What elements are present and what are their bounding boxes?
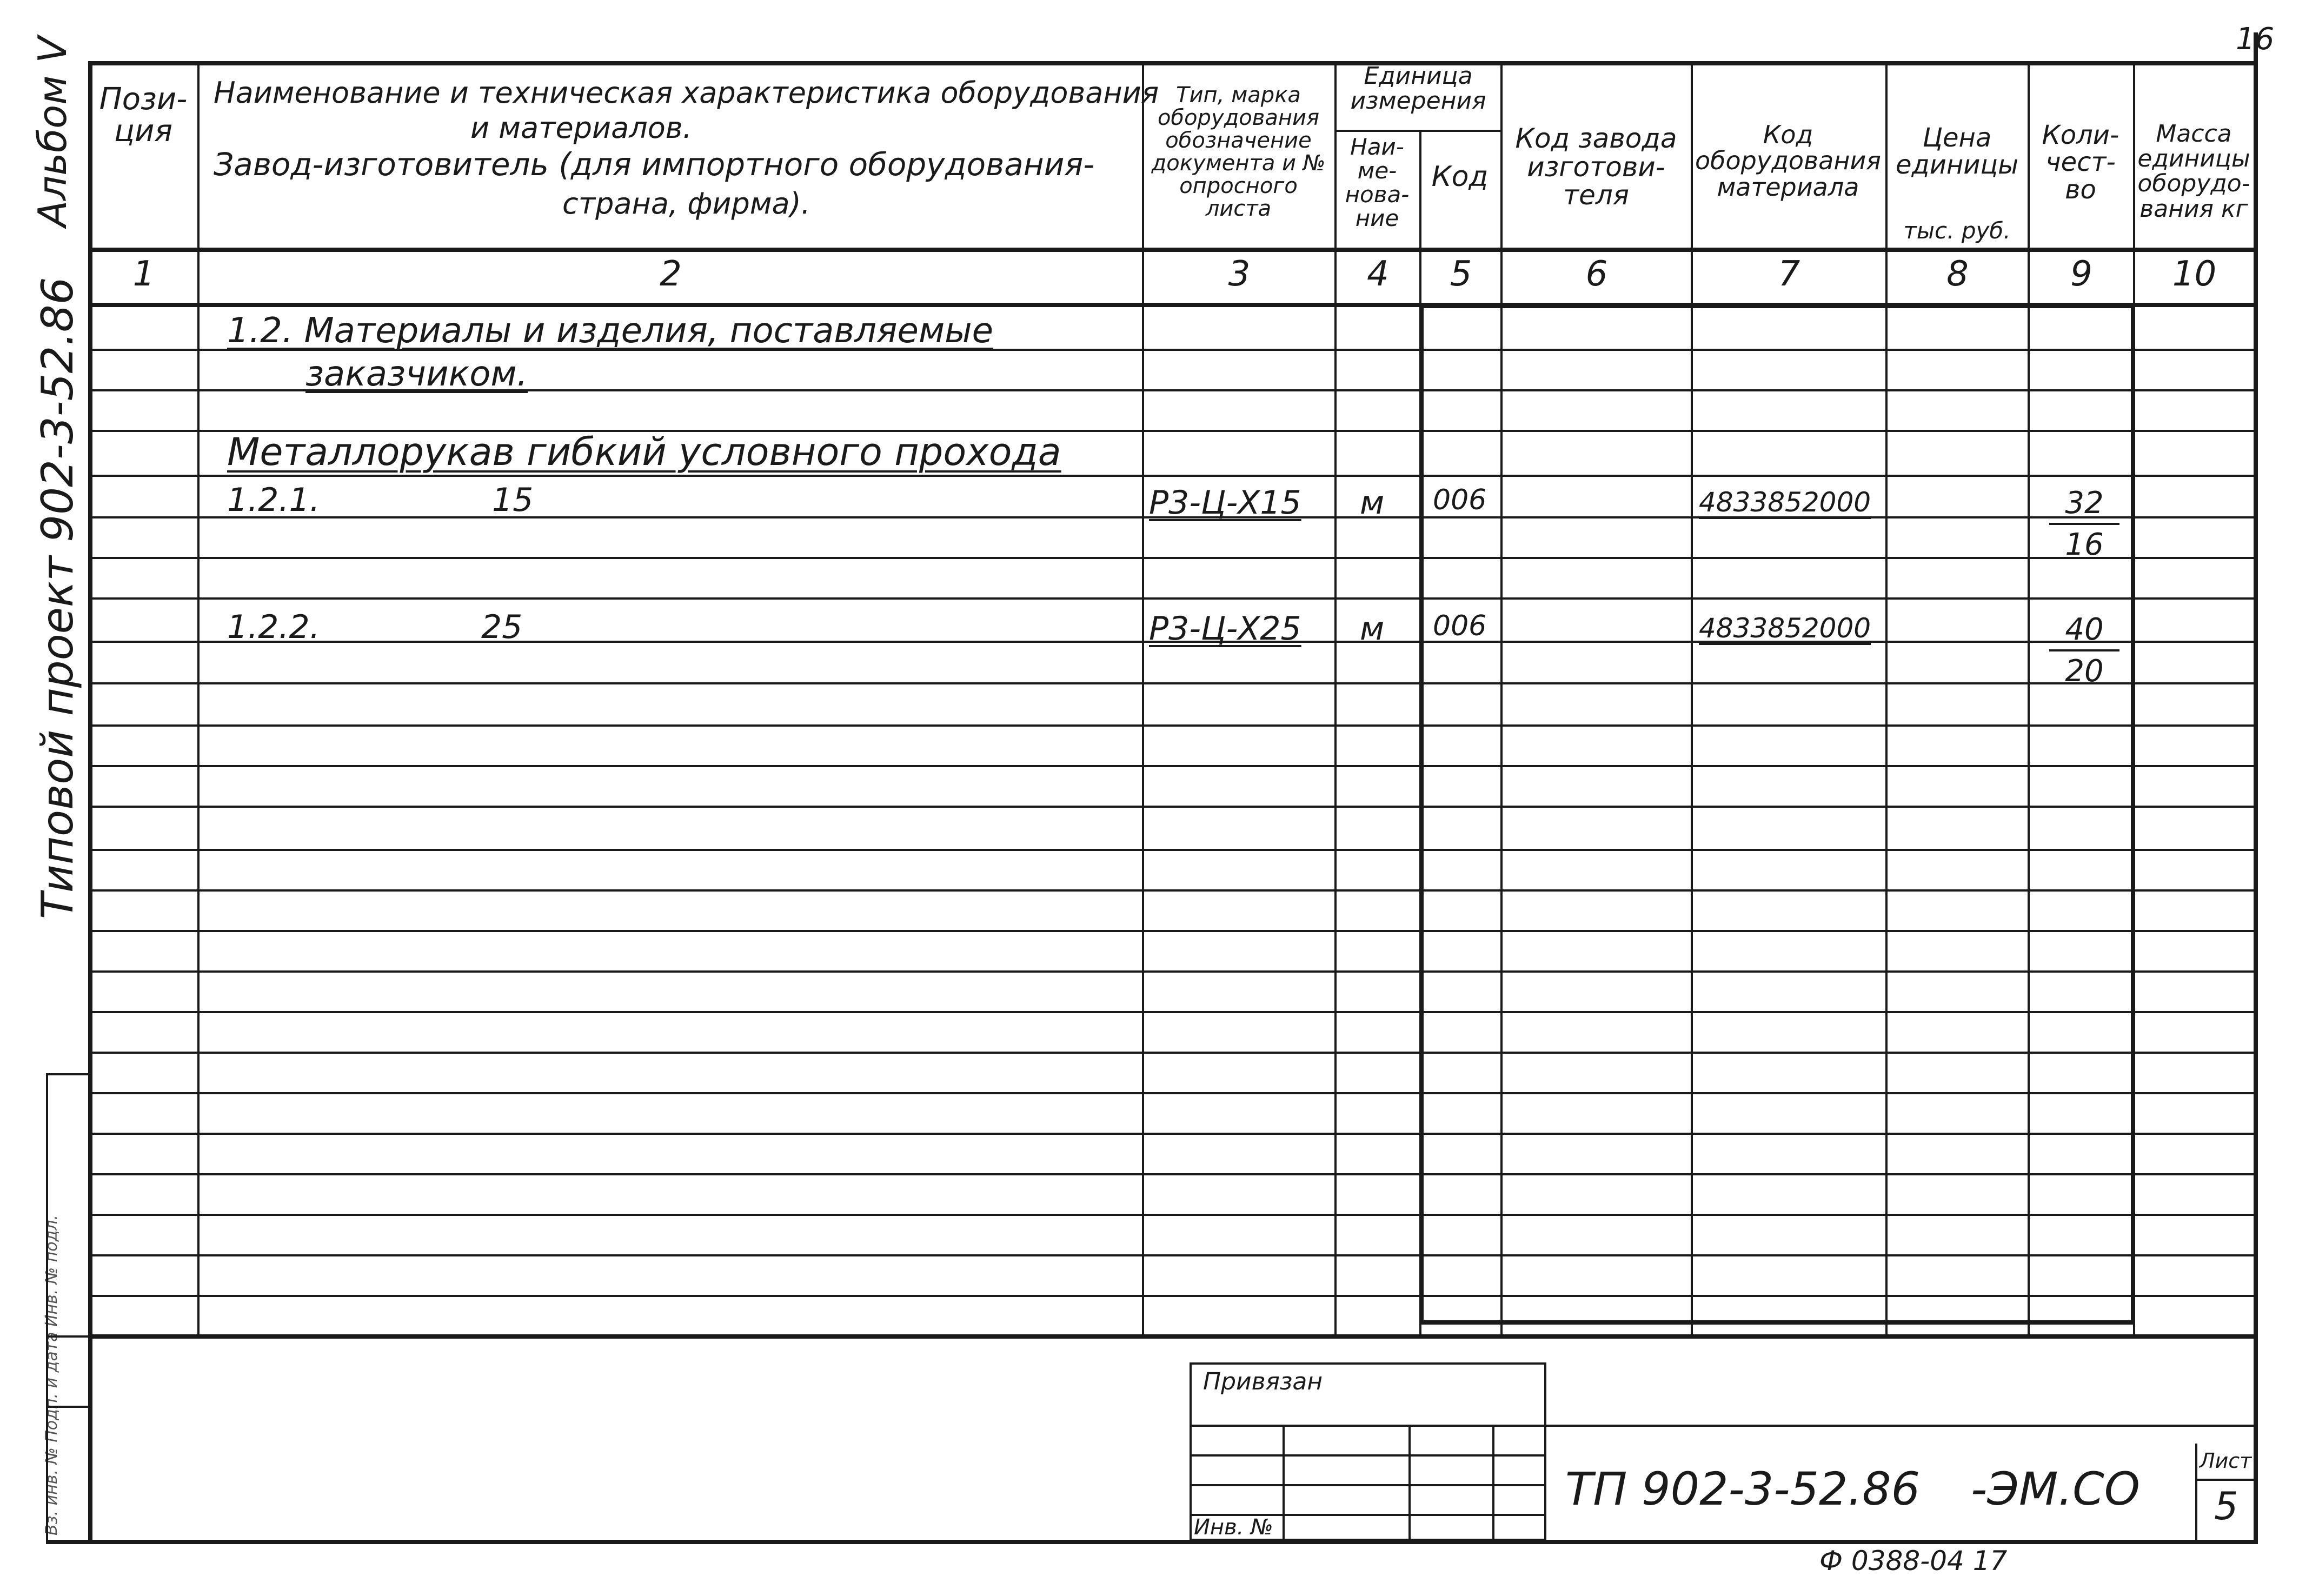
colnum-1: 1: [132, 254, 155, 294]
ruled-line: [88, 849, 2256, 851]
frame-top: [88, 61, 2256, 65]
colnum-9: 9: [2070, 254, 2092, 294]
row2-equipment-code: 4833852000: [1699, 613, 1871, 644]
colnum-6: 6: [1585, 254, 1608, 294]
stamp-sheet-number: 5: [2214, 1484, 2238, 1528]
stamp-designation: ТП 902-3-52.86: [1565, 1462, 1921, 1515]
binder-divider-2: [46, 1406, 89, 1408]
ruled-line: [88, 1092, 2256, 1094]
ruled-line: [88, 970, 2256, 973]
row2-quantity: [2049, 612, 2119, 689]
header-quantity: Коли- чест- во: [2042, 120, 2119, 205]
row1-position: 1.2.1.: [227, 481, 320, 519]
section-title-line2: заказчиком.: [305, 354, 528, 394]
row2-size: 25: [481, 608, 523, 646]
sheet-box-left: [2195, 1444, 2197, 1541]
attached-col-3: [1492, 1425, 1494, 1541]
row1-unit-code: 006: [1433, 484, 1487, 516]
attached-col-1: [1283, 1425, 1285, 1541]
sheet-box-divider: [2195, 1479, 2255, 1481]
header-unit-price: Цена единицы: [1895, 123, 2019, 181]
header-unit-group: Единица измерения: [1350, 62, 1486, 115]
row2-quantity-top: 40: [2049, 612, 2119, 651]
ruled-line: [88, 765, 2256, 767]
row1-equipment-code: 4833852000: [1699, 487, 1871, 518]
binder-strip-left: [46, 1073, 48, 1541]
row1-size: 15: [492, 481, 534, 519]
ruled-line: [88, 1052, 2256, 1054]
ruled-line: [88, 597, 2256, 600]
stamp-attached-label: Привязан: [1203, 1368, 1323, 1395]
header-name-line4: страна, фирма).: [562, 187, 810, 221]
ruled-line: [88, 1173, 2256, 1175]
header-bottom: [88, 248, 2256, 252]
col-sep-3: [1334, 61, 1337, 1334]
header-name-line3: Завод-изготовитель (для импортного оборудования-: [214, 146, 1095, 183]
row1-quantity-bottom: 16: [2065, 527, 2104, 562]
ruled-line: [88, 1133, 2256, 1135]
binder-strip-top: [46, 1073, 89, 1075]
colnum-4: 4: [1367, 254, 1389, 294]
ruled-line: [88, 1295, 2256, 1297]
header-price-unit: тыс. руб.: [1903, 217, 2011, 244]
row1-quantity: [2049, 486, 2119, 562]
frame-bottom: [46, 1540, 2258, 1544]
header-unit-name: Наи- ме- нова- ние: [1345, 134, 1410, 232]
ruled-line: [88, 557, 2256, 559]
col-sep-2: [1142, 61, 1144, 1334]
row2-unit-code: 006: [1433, 610, 1487, 642]
side-binder-note: Вз. инв. № Подп. и дата Инв. № подл.: [42, 1214, 61, 1535]
group-title: Металлорукав гибкий условного прохода: [227, 430, 1061, 474]
unit-group-subline: [1334, 130, 1500, 132]
corner-page-number: 16: [2236, 22, 2275, 57]
row2-position: 1.2.2.: [227, 608, 320, 646]
ruled-line: [88, 930, 2256, 932]
frame-right: [2254, 32, 2258, 1542]
ruled-line: [88, 682, 2256, 684]
header-unit-code: Код: [1431, 161, 1489, 193]
colnum-7: 7: [1778, 254, 1800, 294]
header-position: Пози- ция: [99, 82, 188, 149]
stamp-inv-label: Инв. №: [1194, 1515, 1273, 1540]
colnum-10: 10: [2172, 254, 2217, 294]
row2-type: Р3-Ц-Х25: [1149, 610, 1301, 648]
section-title-line1: 1.2. Материалы и изделия, поставляемые: [227, 311, 994, 351]
colnum-2: 2: [660, 254, 682, 294]
ruled-line: [88, 806, 2256, 808]
header-name-line2: и материалов.: [470, 111, 692, 145]
side-project-label: Типовой проект 902-3-52.86: [32, 277, 83, 919]
ruled-line: [88, 889, 2256, 892]
row2-quantity-bottom: 20: [2065, 654, 2104, 689]
header-factory-code: Код завода изготови- теля: [1515, 123, 1677, 211]
header-equipment-code: Код оборудования материала: [1695, 120, 1881, 202]
designation-top: [1546, 1425, 2255, 1427]
row1-type: Р3-Ц-Х15: [1149, 484, 1301, 522]
stamp-top-line: [88, 1334, 2256, 1339]
footer-form-code: Ф 0388-04 17: [1819, 1545, 2008, 1577]
row1-unit: м: [1360, 484, 1385, 522]
header-mass: Масса единицы оборудо- вания кг: [2137, 120, 2250, 223]
header-name-line1: Наименование и техническая характеристика оборудования: [214, 76, 1159, 110]
ruled-line: [88, 1011, 2256, 1013]
ruled-line: [88, 1254, 2256, 1256]
code-block-frame: [1419, 304, 2135, 1325]
ruled-line: [88, 724, 2256, 727]
stamp-designation-suffix: -ЭМ.СО: [1971, 1462, 2140, 1515]
col-sep-1: [197, 61, 200, 1334]
row1-quantity-top: 32: [2049, 486, 2119, 525]
colnum-8: 8: [1946, 254, 1969, 294]
binder-divider-1: [46, 1335, 89, 1338]
side-album-label: Альбом V: [30, 36, 75, 227]
row2-unit: м: [1360, 610, 1385, 648]
ruled-line: [88, 475, 2256, 477]
header-type: Тип, марка оборудования обозначение документа и № опросного листа: [1151, 83, 1326, 221]
colnum-3: 3: [1228, 254, 1251, 294]
colnum-5: 5: [1450, 254, 1472, 294]
ruled-line: [88, 1214, 2256, 1216]
stamp-sheet-label: Лист: [2200, 1449, 2252, 1473]
attached-col-2: [1408, 1425, 1411, 1541]
